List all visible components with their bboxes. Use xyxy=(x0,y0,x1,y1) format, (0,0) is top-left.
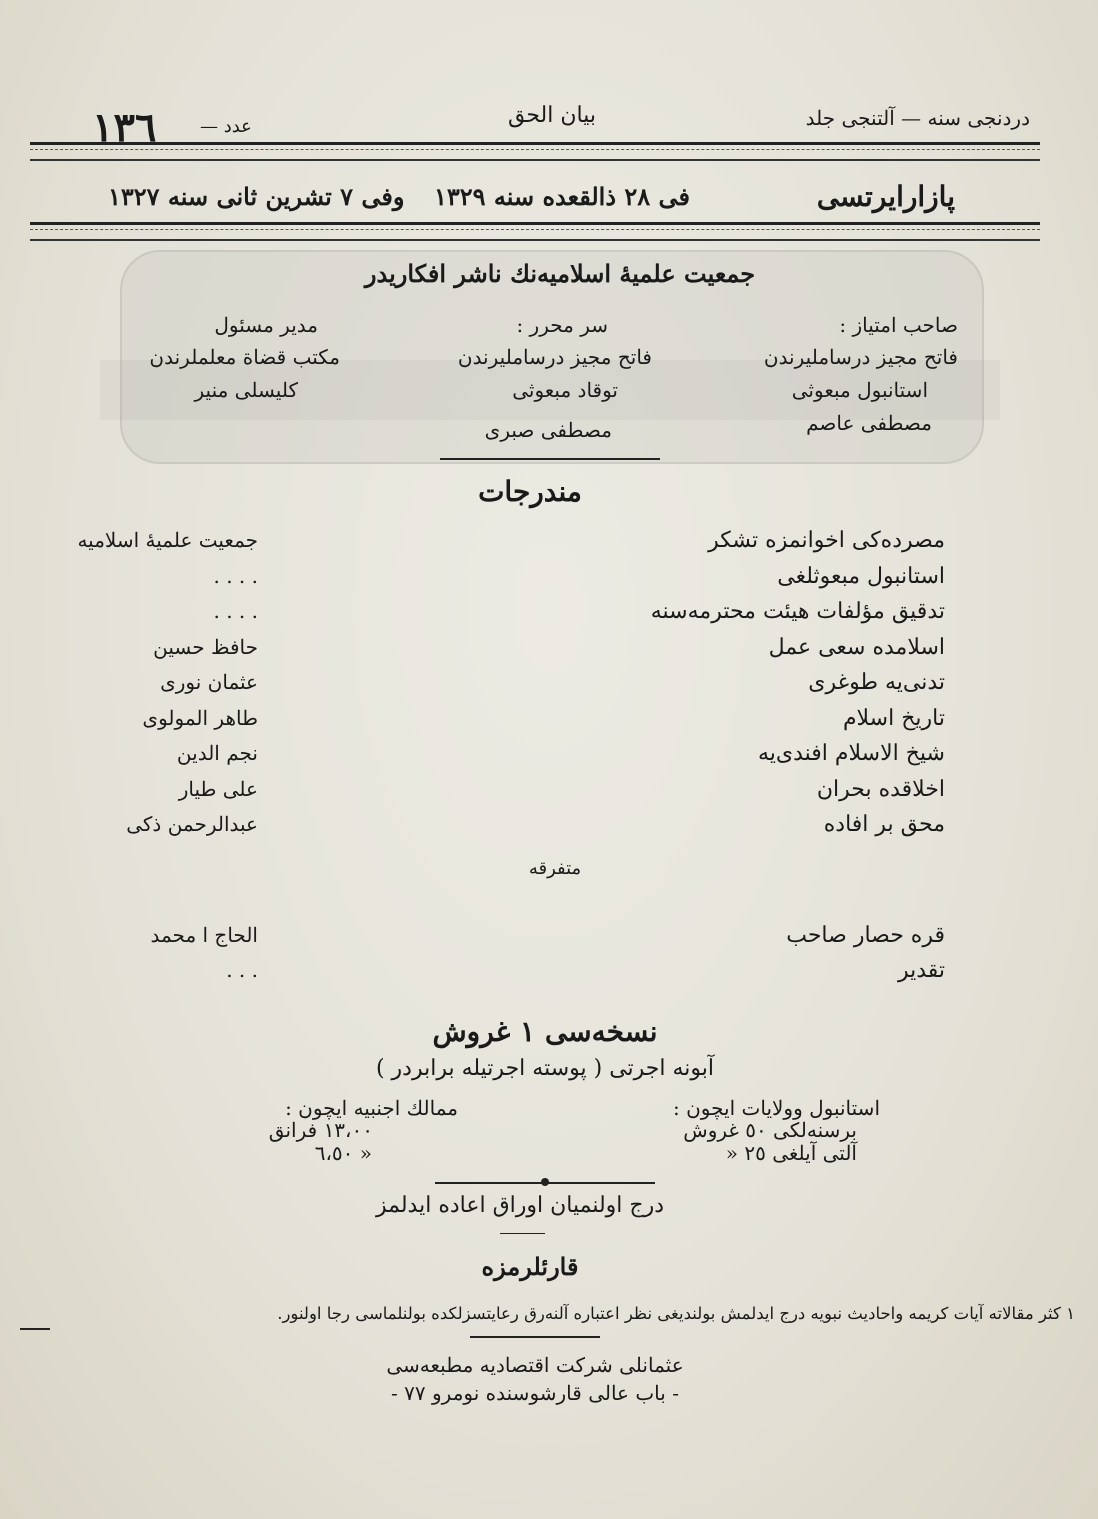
manager-role: مدير مسئول xyxy=(214,313,318,337)
rumi-date: وفی ٧ تشرين ثانی سنه ١٣٢٧ xyxy=(108,182,405,211)
toc-article-author: جمعيت علميهٔ اسلاميه xyxy=(77,528,258,552)
readers-title: قارئلرمزه xyxy=(481,1252,579,1281)
divider-ornament xyxy=(470,1336,600,1338)
issue-number: ١٣٦ xyxy=(92,104,157,151)
toc-article-author: عبدالرحمن ذكی xyxy=(126,812,258,836)
owner-name: مصطفی عاصم xyxy=(806,411,932,435)
editor-name: مصطفی صبری xyxy=(484,418,612,442)
toc-article-title: تاريخ اسلام xyxy=(842,705,945,731)
toc-article-title: تدقيق مؤلفات هيئت محترمه‌سنه xyxy=(650,599,945,624)
toc-article-author: حافظ حسين xyxy=(153,634,258,659)
toc-article-title: تقدير xyxy=(897,958,945,983)
toc-article-author: . . . xyxy=(226,958,258,982)
domestic-label: استانبول وولايات ايچون : xyxy=(673,1096,880,1120)
editor-line1: فاتح مجيز درسامليرندن xyxy=(457,345,652,369)
toc-article-title: قره حصار صاحب xyxy=(786,923,945,948)
foreign-label: ممالك اجنبيه ايچون : xyxy=(285,1096,458,1120)
journal-name: بيان الحق xyxy=(508,103,596,128)
toc-article-title: تدنی‌يه طوغری xyxy=(808,670,945,695)
ornamental-rule-bottom xyxy=(30,222,1040,241)
toc-article-author: الحاج ا محمد xyxy=(150,923,258,947)
editor-line2: توقاد مبعوثی xyxy=(512,378,618,402)
toc-article-author: طاهر المولوی xyxy=(142,705,258,730)
readers-text: ١ كثر مقالاته آيات كريمه واحاديث نبويه درج ايدلمش بولنديغی نظر اعتباره آلنه‌رق رعايتسزلكده بولنلماسی رجا اولنور. xyxy=(277,1304,1075,1323)
toc-article-title: شيخ الاسلام افندی‌يه xyxy=(757,741,945,766)
subscription-title: آبونه اجرتی ( پوسته اجرتيله برابردر ) xyxy=(375,1056,715,1081)
toc-article-title: مصرده‌كی اخوانمزه تشكر xyxy=(708,528,945,553)
hijri-date: فی ٢٨ ذالقعده سنه ١٣٢٩ xyxy=(433,182,691,211)
owner-role: صاحب امتياز : xyxy=(839,313,958,337)
contents-title: مندرجات xyxy=(478,475,582,508)
toc-article-title: اخلاقده بحران xyxy=(816,776,945,802)
toc-article-author: عثمان نوری xyxy=(160,670,258,694)
toc-article-author: . . . . xyxy=(213,563,258,588)
toc-article-title: استانبول مبعوثلغی xyxy=(777,563,945,589)
return-policy: درج اولنميان اوراق اعاده ايدلمز xyxy=(375,1193,665,1218)
manager-line1: مكتب قضاة معلملرندن xyxy=(149,345,340,369)
printer-address: - باب عالی قارشوسنده نومرو ٧٧ - xyxy=(391,1381,679,1405)
copy-price: نسخه‌سی ١ غروش xyxy=(432,1015,658,1048)
divider-ornament xyxy=(440,458,660,460)
owner-line2: استانبول مبعوثی xyxy=(791,378,928,402)
printer-name: عثمانلی شركت اقتصاديه مطبعه‌سی xyxy=(386,1353,684,1377)
owner-line1: فاتح مجيز درسامليرندن xyxy=(763,345,958,369)
divider-dot xyxy=(541,1178,549,1186)
toc-article-title: اسلامده سعی عمل xyxy=(768,634,945,660)
toc-article-author: نجم الدين xyxy=(176,741,258,765)
ornamental-rule-top xyxy=(30,142,1040,161)
misc-label: متفرقه xyxy=(528,858,582,879)
weekday: پازارايرتسی xyxy=(816,180,955,213)
toc-article-author: . . . . xyxy=(213,599,258,623)
toc-article-title: محق بر افاده xyxy=(823,812,945,837)
foreign-yearly: ١٣،٠٠ فرانق xyxy=(268,1118,373,1142)
foreign-half: « ٦،٥٠ xyxy=(314,1141,372,1165)
toc-article-author: علی طيار xyxy=(178,776,258,801)
year-volume: دردنجی سنه — آلتنجی جلد xyxy=(805,106,1030,130)
divider-ornament xyxy=(500,1233,545,1234)
domestic-yearly: برسنه‌لكی ٥٠ غروش xyxy=(683,1118,857,1142)
underline-mark xyxy=(20,1328,50,1330)
issue-label: عدد — xyxy=(200,116,252,137)
domestic-half: آلتی آيلغی ٢٥ « xyxy=(725,1141,857,1165)
editor-role: سر محرر : xyxy=(516,313,608,337)
motto: جمعيت علميهٔ اسلاميه‌نك ناشر افكاريدر xyxy=(364,259,756,288)
manager-name: كليسلی منير xyxy=(194,378,298,402)
